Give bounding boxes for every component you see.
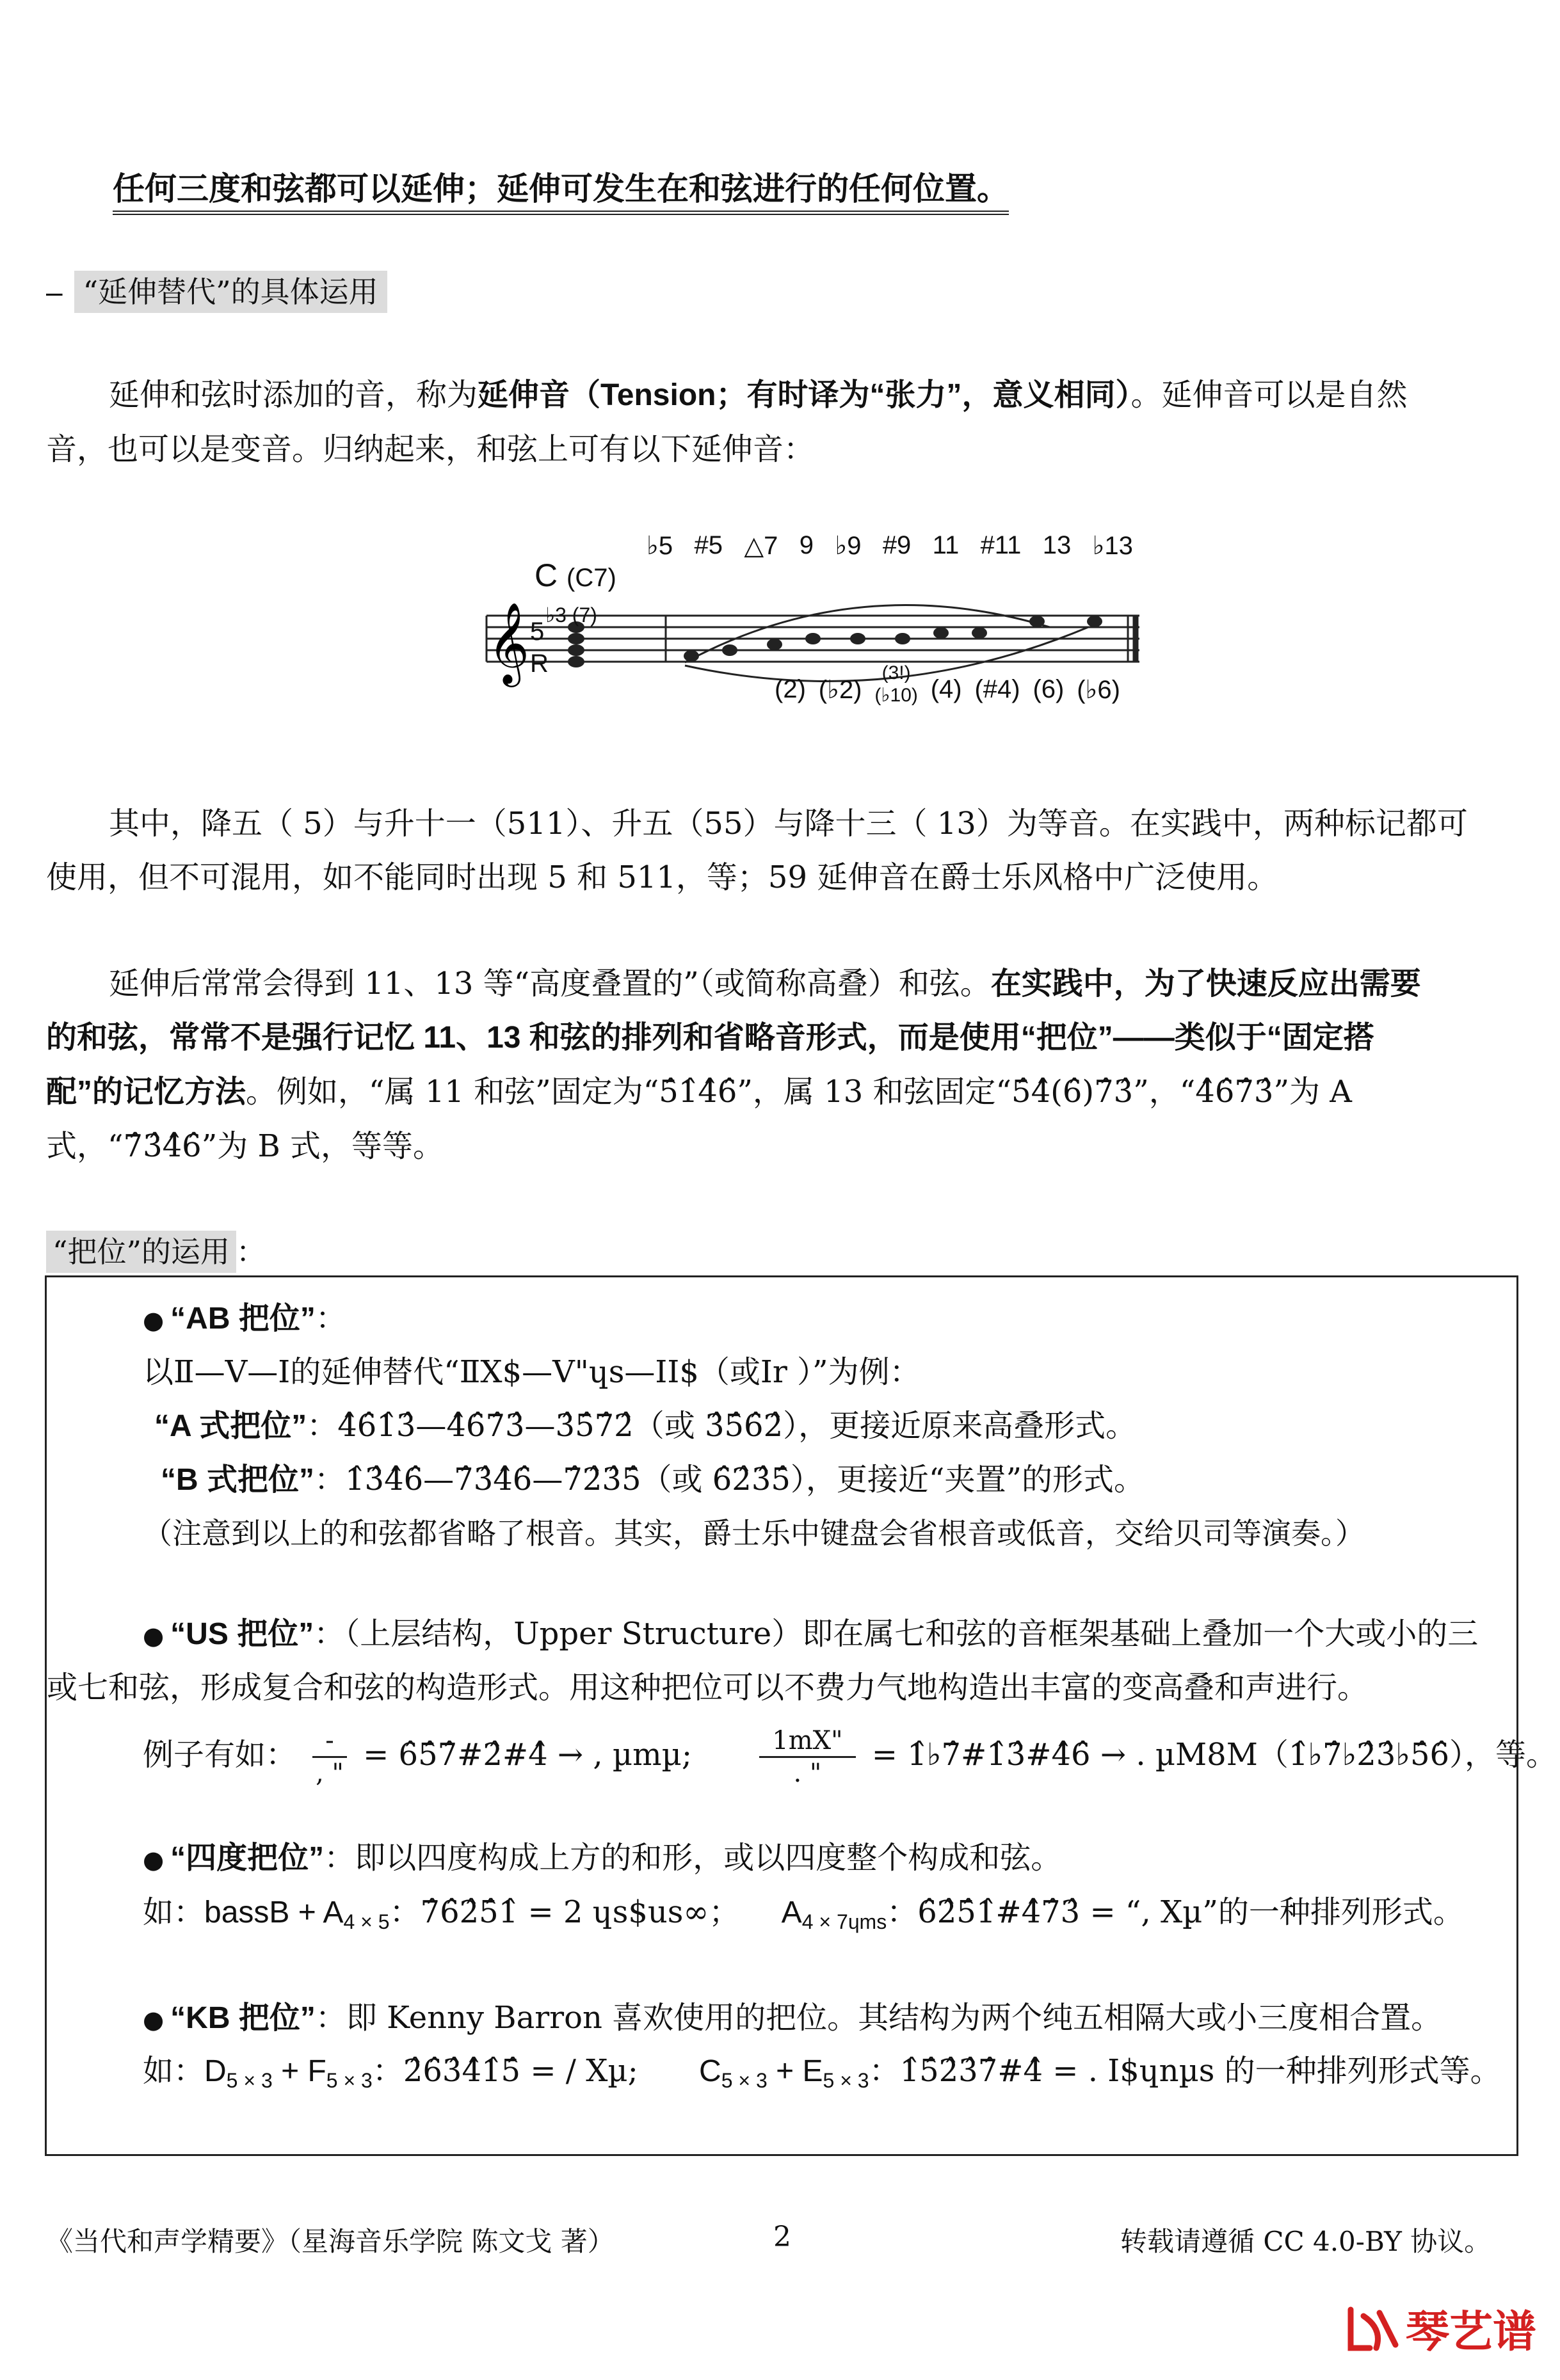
para3-line2: 的和弦，常常不是强行记忆 11、13 和弦的排列和省略音形式，而是使用“把位”——类似于“固定搭 — [46, 1021, 1374, 1055]
kb-ex-a2: + F — [272, 2054, 326, 2088]
fourth-line1: 即以四度构成上方的和形，或以四度整个构成和弦。 — [355, 1840, 1062, 1876]
para3-line4: 式，“7̂3̂4̂6̂”为 B 式，等等。 — [46, 1128, 444, 1164]
bottom-label: (4) — [930, 675, 962, 703]
fourth-ex-a-sub: 4 × 5 — [343, 1910, 390, 1933]
top-label: ♭5 — [647, 532, 673, 560]
bullet-icon: ● — [143, 2006, 165, 2034]
tension-top-labels — [647, 531, 1133, 561]
watermark-logo — [1344, 2297, 1536, 2360]
bottom-label: (♭2) — [818, 676, 862, 704]
kb-ex-b-sub2: 5 × 3 — [823, 2069, 869, 2092]
chord-paren-label: (C7) — [567, 564, 616, 592]
fourth-colon: ： — [324, 1840, 355, 1876]
chord-note-2 — [568, 644, 584, 656]
top-label: ♭9 — [835, 532, 862, 560]
fourth-examples — [143, 1885, 1464, 1949]
fourth-ex-a1: 如：bassB + A — [143, 1896, 344, 1929]
ab-b-text: ：1̂3̂4̂6̂—7̂3̂4̂6̂—7̂2̂3̂5̂（或 6̂2̂3̂5̂），更接近“夹置”的形式。 — [314, 1462, 1145, 1497]
tension-note — [972, 627, 987, 639]
us-colon: ： — [314, 1616, 345, 1652]
us-examples — [143, 1725, 1557, 1789]
kb-examples — [143, 2044, 1501, 2107]
kb-ex-a1: 如：D — [143, 2054, 227, 2088]
us-frac1-den: , " — [316, 1759, 344, 1788]
fourth-ex-b-sub: 4 × 7ɥms — [801, 1910, 887, 1933]
footer-page-number: 2 — [773, 2221, 791, 2253]
tension-note — [850, 633, 865, 644]
us-frac2-num: 1mX" — [759, 1725, 855, 1758]
top-label: #5 — [694, 531, 723, 559]
fourth-title: “四度把位” — [170, 1841, 325, 1875]
us-fraction-2 — [759, 1725, 855, 1789]
chord-note-1 — [568, 656, 584, 667]
para3-text-a: 延伸后常常会得到 11、13 等“高度叠置的”（或简称高叠）和弦。 — [109, 966, 991, 1002]
ab-b-line — [161, 1453, 1145, 1507]
para3-text-b: 在实践中，为了快速反应出需要 — [990, 967, 1421, 1001]
kb-title-line — [143, 1991, 1442, 2047]
kb-ex-a3: ：2̂6̂3̂4̂1̂5̂ = / Xµ; — [372, 2053, 638, 2089]
page-heading: 任何三度和弦都可以延伸；延伸可发生在和弦进行的任何位置。 — [113, 163, 1009, 215]
kb-ex-b-sub1: 5 × 3 — [721, 2069, 768, 2092]
ab-colon: ： — [315, 1300, 346, 1336]
ab-note: （注意到以上的和弦都省略了根音。其实，爵士乐中键盘会省根音或低音，交给贝司等演奏。） — [143, 1516, 1365, 1551]
tension-bottom-labels — [775, 662, 1120, 707]
bullet-icon: ● — [143, 1622, 165, 1650]
kb-ex-a-sub2: 5 × 3 — [326, 2069, 373, 2092]
top-label: 13 — [1042, 531, 1072, 559]
us-frac2-den: . " — [793, 1759, 822, 1788]
root-letter: R — [530, 650, 549, 678]
para1-line2: 音，也可以是变音。归纳起来，和弦上可有以下延伸音： — [46, 431, 815, 467]
ab-title-line — [143, 1291, 346, 1347]
paragraph-voicing — [46, 957, 1531, 1173]
footer-book-title: 《当代和声学精要》（星海音乐学院 陈文戈 著） — [46, 2226, 615, 2257]
paragraph-enharmonic — [46, 797, 1531, 904]
us-line2: 或七和弦，形成复合和弦的构造形式。用这种把位可以不费力气地构造出丰富的变高叠和声进行。 — [47, 1670, 1369, 1705]
section2-title-text: “把位”的运用 — [46, 1231, 236, 1273]
us-ex-label: 例子有如： — [143, 1737, 297, 1773]
tension-note — [767, 639, 782, 650]
kb-ex-b2: + E — [767, 2054, 823, 2088]
fourth-ex-a2: ：7̂6̂2̂5̂1̂ = 2 ɥs$us∞； — [389, 1894, 740, 1930]
para2-line1: 其中，降五（ 5）与升十一（511）、升五（55）与降十三（ 13）为等音。在实践中，两种标记都可 — [109, 806, 1468, 842]
chord-note-3 — [568, 633, 584, 644]
treble-clef-icon: 𝄞 — [488, 602, 530, 683]
para3-text-l3a: 配”的记忆方法 — [46, 1075, 246, 1109]
voicing-box — [45, 1275, 1557, 2156]
fourth-ex-b1: A — [781, 1896, 802, 1929]
ab-b-label: “B 式把位” — [161, 1463, 315, 1497]
bullet-icon: ● — [143, 1306, 165, 1334]
tension-note — [722, 644, 737, 656]
tension-notation-figure — [474, 531, 1146, 742]
watermark-text: 琴艺谱 — [1406, 2308, 1537, 2356]
us-title: “US 把位” — [170, 1617, 314, 1651]
stack-root-5: 5 — [530, 618, 545, 646]
section-title-voicing — [46, 1229, 266, 1271]
bottom-label: (#4) — [974, 675, 1020, 703]
paragraph-tension — [46, 368, 1531, 476]
kb-colon: ： — [315, 2000, 346, 2036]
top-label: △7 — [744, 532, 778, 560]
tension-note — [895, 633, 910, 644]
para1-term: 延伸音（Tension；有时译为“张力”，意义相同） — [478, 378, 1131, 412]
ab-line1: 以Ⅱ—Ⅴ—Ⅰ的延伸替代“ⅡX$—Ⅴ"ɥs—ⅠI$（或Ⅰr ）”为例： — [143, 1354, 921, 1390]
footer-license: 转载请遵循 CC 4.0-BY 协议。 — [1120, 2226, 1492, 2257]
ab-title: “AB 把位” — [170, 1302, 316, 1336]
us-ex2: = 1̂♭7̂#1̂3̂#4̂6̂ → . µM8M（1̂♭7̂♭2̂3̂♭5̂6̂），等。 — [871, 1737, 1557, 1773]
kb-ex-b1: C — [699, 2054, 721, 2088]
tension-note — [1087, 616, 1102, 627]
bottom-label: (3!) — [881, 662, 911, 683]
section2-colon: ： — [236, 1234, 266, 1269]
ab-a-label: “A 式把位” — [154, 1409, 307, 1443]
ab-a-line — [154, 1399, 1136, 1453]
kb-ex-b3: ：1̂5̂2̂3̂7̂#4̂ = . I$ɥnµs 的一种排列形式等。 — [869, 2053, 1501, 2089]
bottom-label: (2) — [775, 675, 806, 703]
para2-line2: 使用，但不可混用，如不能同时出现 5 和 511，等；59 延伸音在爵士乐风格中广泛使用。 — [46, 859, 1278, 895]
fourth-title-line — [143, 1831, 1061, 1887]
bottom-label: (6) — [1033, 675, 1065, 703]
para1-text-a: 延伸和弦时添加的音，称为 — [109, 377, 478, 413]
kb-ex-a-sub1: 5 × 3 — [226, 2069, 273, 2092]
bottom-sub-label: (♭10) — [874, 685, 918, 706]
para1-text-c: 。延伸音可以是自然 — [1130, 377, 1408, 413]
stack-labels: ♭3 (7) — [545, 603, 597, 627]
top-label: #11 — [980, 531, 1022, 559]
section-dash: – — [46, 275, 63, 308]
kb-title: “KB 把位” — [170, 2001, 316, 2035]
tension-note — [805, 633, 821, 644]
ab-a-text: ：4̂6̂1̂3̂—4̂6̂7̂3̂—3̂5̂7̂2̂（或 3̂5̂6̂2̂），更接近原来高叠形式。 — [307, 1408, 1137, 1444]
top-label: ♭13 — [1092, 532, 1133, 560]
para3-text-l3b: 。例如，“属 11 和弦”固定为“5̂1̂4̂6̂”，属 13 和弦固定“5̂4̂(6̂)7̂3̂”，“4̂6̂7̂3̂”为 A — [246, 1074, 1352, 1110]
us-line1: （上层结构，Upper Structure）即在属七和弦的音框架基础上叠加一个大或小的三 — [344, 1616, 1479, 1652]
slur-upper — [685, 605, 1050, 662]
bottom-label: (♭6) — [1077, 676, 1120, 704]
kb-line1: 即 Kenny Barron 喜欢使用的把位。其结构为两个纯五相隔大或小三度相合置。 — [346, 2000, 1442, 2036]
top-label: 9 — [799, 531, 814, 559]
fourth-ex-b2: ：6̂2̂5̂1̂#4̂7̂3̂ = “, Xµ”的一种排列形式。 — [887, 1894, 1464, 1930]
watermark-icon — [1344, 2303, 1402, 2354]
us-frac1-num: - — [312, 1725, 347, 1758]
chord-label: C — [535, 557, 558, 593]
us-fraction-1 — [312, 1725, 347, 1789]
section-title-extension — [46, 269, 387, 311]
us-title-line — [143, 1607, 1478, 1663]
bullet-icon: ● — [143, 1846, 165, 1874]
top-label: 11 — [932, 531, 960, 559]
section-title-text: “延伸替代”的具体运用 — [74, 271, 387, 313]
tension-note — [933, 627, 949, 639]
us-ex1: = 6̂5̂7̂#2̂#4̂ → , µmµ; — [363, 1737, 692, 1773]
top-label: #9 — [882, 531, 912, 559]
